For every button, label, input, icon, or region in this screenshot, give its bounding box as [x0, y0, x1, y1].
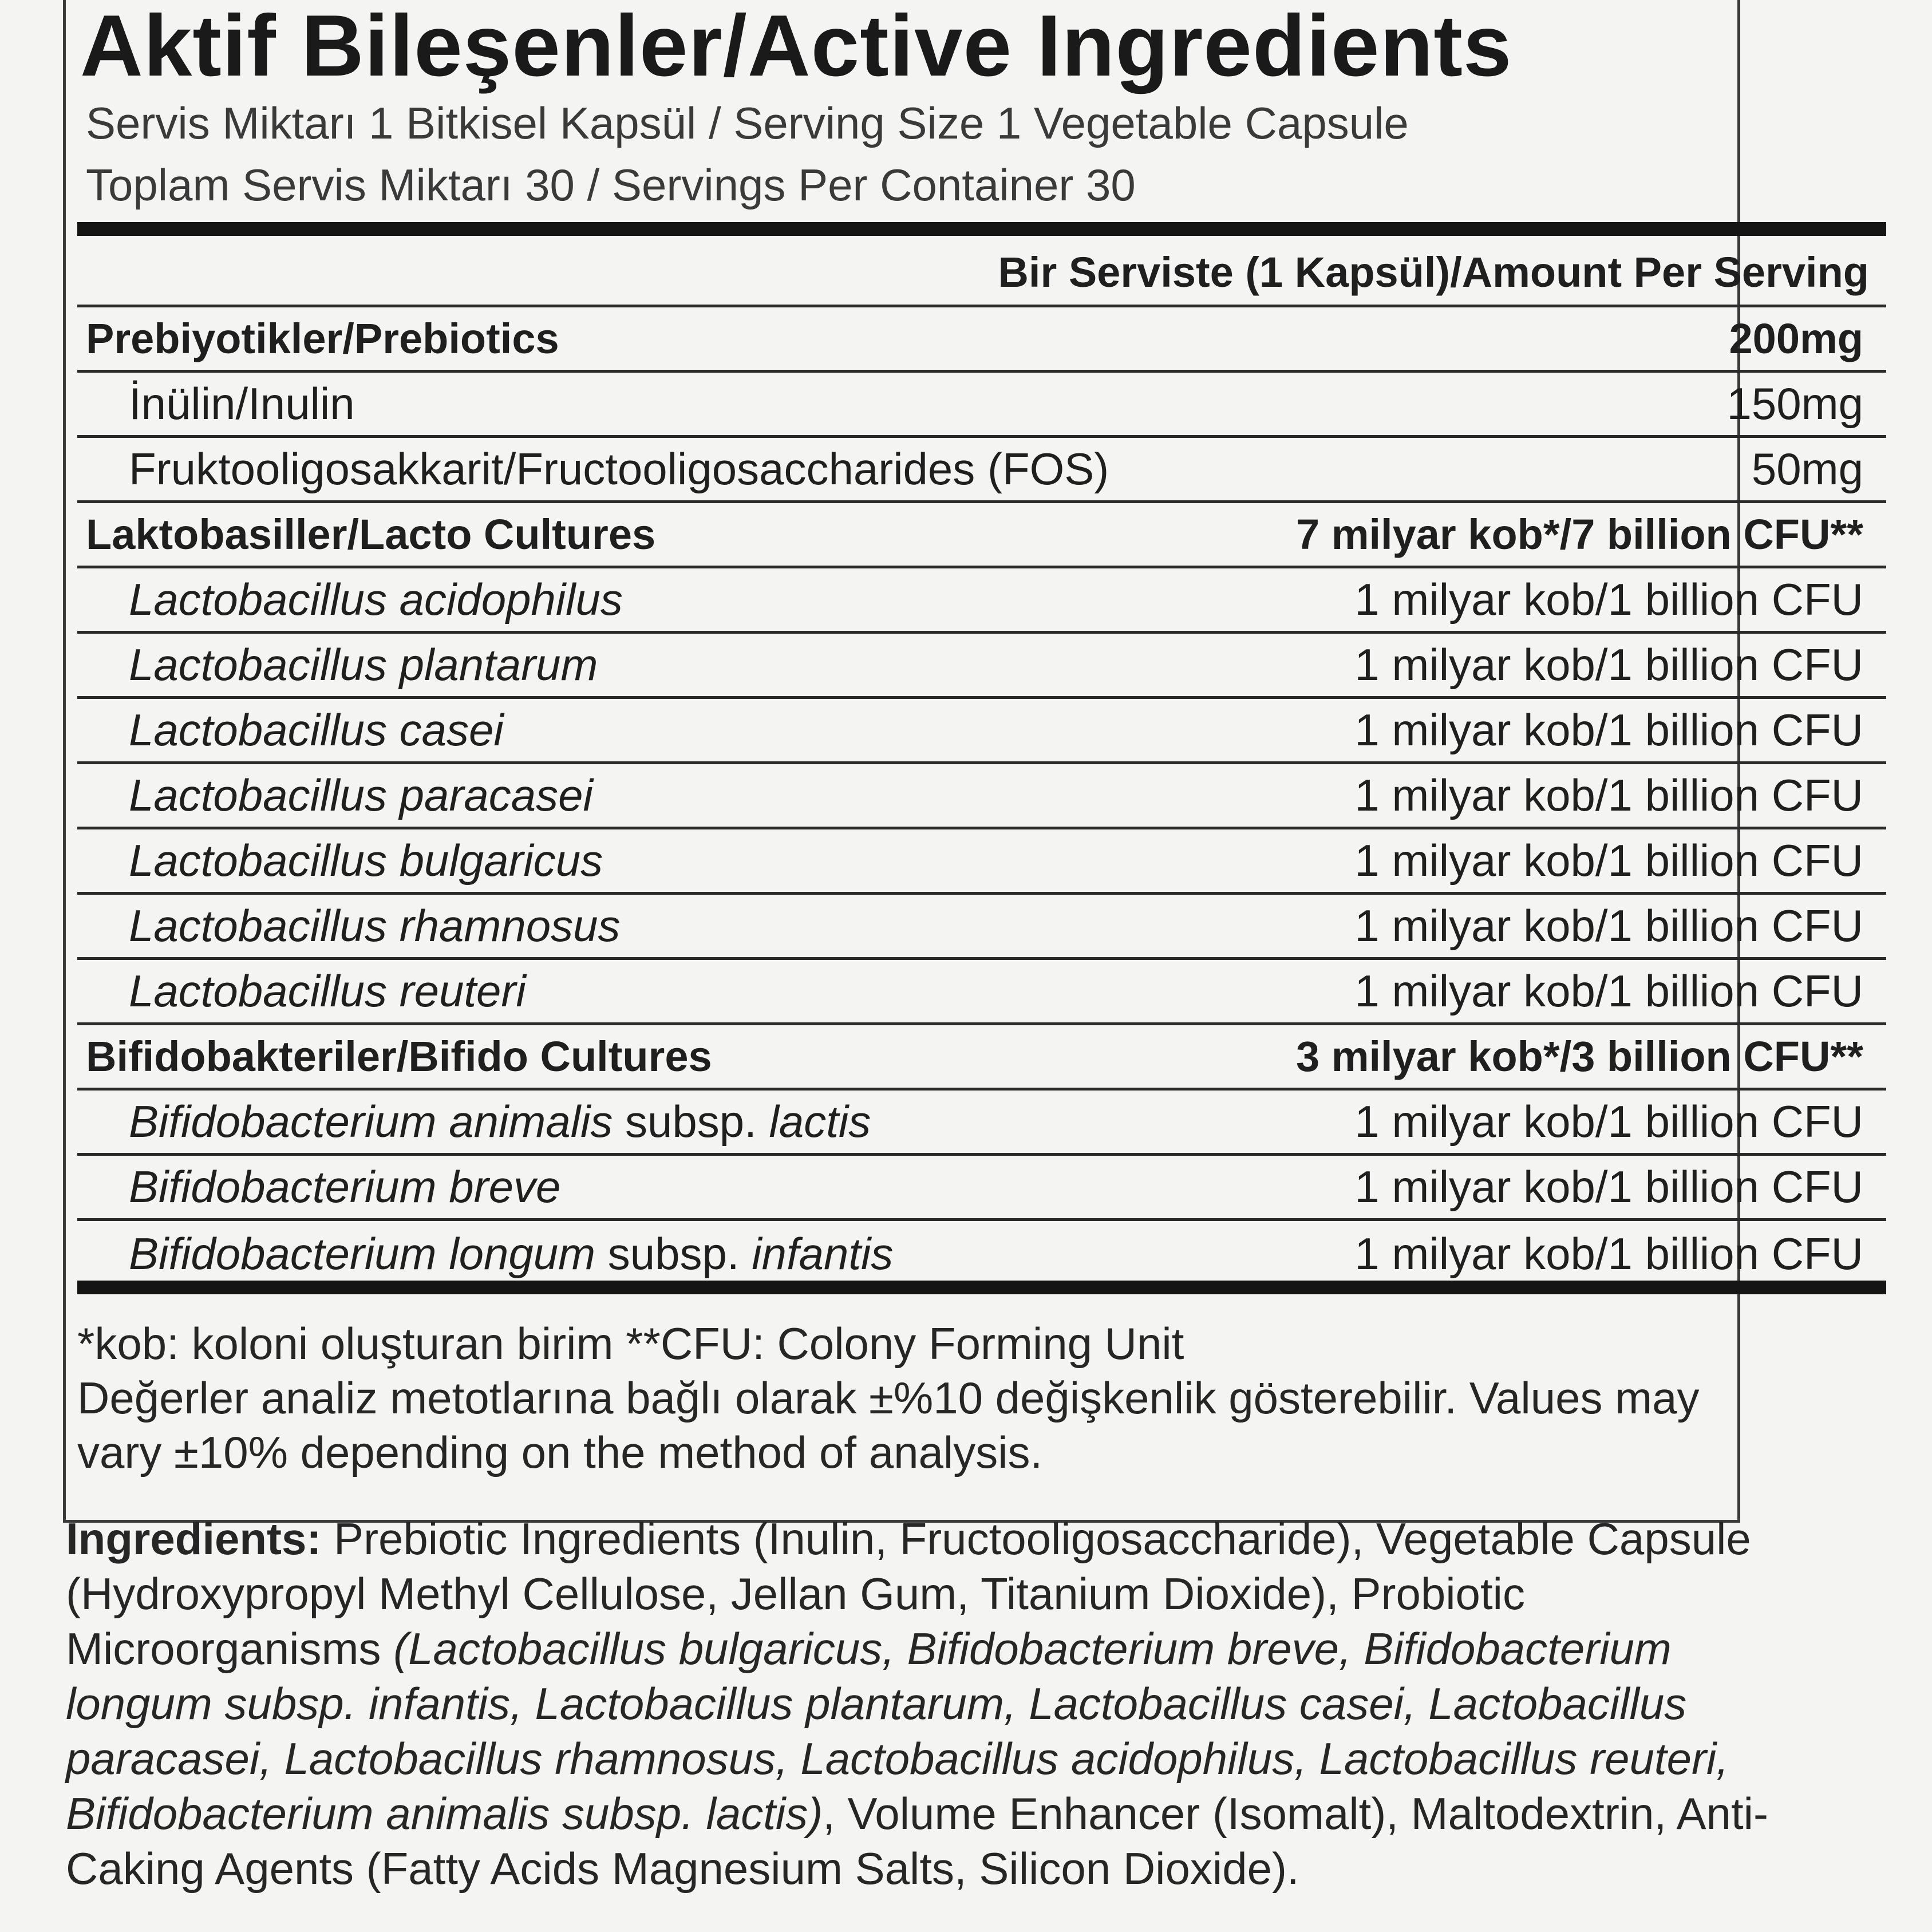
- strain-name: Lactobacillus rhamnosus: [129, 900, 621, 951]
- strain-amount: 1 milyar kob/1 billion CFU: [1354, 1096, 1863, 1147]
- strain-amount: 1 milyar kob/1 billion CFU: [1354, 966, 1863, 1016]
- strain-name: Lactobacillus acidophilus: [129, 574, 623, 625]
- strain-amount: 1 milyar kob/1 billion CFU: [1354, 639, 1863, 690]
- strain-variety: infantis: [752, 1228, 894, 1279]
- group-name: Bifidobakteriler/Bifido Cultures: [86, 1033, 712, 1080]
- footnote: [77, 1317, 1726, 1480]
- group-amount: 200mg: [1729, 315, 1863, 362]
- footnote-legend: *kob: koloni oluşturan birim **CFU: Colony Forming Unit: [77, 1318, 1184, 1369]
- group-name: Laktobasiller/Lacto Cultures: [86, 511, 656, 558]
- bottom-divider: [77, 1281, 1886, 1294]
- prebiotics-row: [77, 307, 1886, 373]
- strain-subsp: subsp.: [607, 1228, 740, 1279]
- top-divider: [77, 222, 1886, 236]
- table-row: [77, 1221, 1886, 1286]
- strain-name: Lactobacillus plantarum: [129, 639, 598, 690]
- strain-name: Bifidobacterium breve: [129, 1161, 561, 1212]
- ingredient-amount: 150mg: [1726, 378, 1863, 429]
- ingredient-name: İnülin/Inulin: [129, 378, 355, 429]
- table-row: [77, 829, 1886, 895]
- strain-amount: 1 milyar kob/1 billion CFU: [1354, 574, 1863, 625]
- group-amount: 3 milyar kob*/3 billion CFU**: [1295, 1033, 1863, 1080]
- table-row: [77, 895, 1886, 960]
- amount-per-serving-header: Bir Serviste (1 Kapsül)/Amount Per Serving: [77, 238, 1886, 307]
- table-row: [77, 764, 1886, 829]
- strain-amount: 1 milyar kob/1 billion CFU: [1354, 770, 1863, 820]
- strain-amount: 1 milyar kob/1 billion CFU: [1354, 900, 1863, 951]
- ingredient-name: Fruktooligosakkarit/Fructooligosaccharides (FOS): [129, 444, 1109, 494]
- table-row: [77, 1156, 1886, 1221]
- strain-name: Lactobacillus paracasei: [129, 770, 593, 820]
- table-row: [77, 699, 1886, 764]
- table-row: [77, 568, 1886, 634]
- bifido-cultures-row: [77, 1025, 1886, 1091]
- strain-name: Lactobacillus reuteri: [129, 966, 526, 1016]
- table-row: [77, 373, 1886, 438]
- table-row: [77, 634, 1886, 699]
- strain-genus: Bifidobacterium animalis: [129, 1096, 613, 1147]
- strain-amount: 1 milyar kob/1 billion CFU: [1354, 705, 1863, 755]
- ingredients-table: [77, 238, 1886, 1286]
- lacto-cultures-row: [77, 503, 1886, 568]
- strain-variety: lactis: [769, 1096, 871, 1147]
- group-amount: 7 milyar kob*/7 billion CFU**: [1295, 511, 1863, 558]
- group-name: Prebiyotikler/Prebiotics: [86, 315, 559, 362]
- strain-subsp: subsp.: [625, 1096, 757, 1147]
- ingredients-paragraph: [66, 1511, 1806, 1896]
- strain-name: Lactobacillus casei: [129, 705, 504, 755]
- page-title: Aktif Bileşenler/Active Ingredients: [80, 0, 1512, 94]
- ingredient-amount: 50mg: [1751, 444, 1863, 494]
- servings-per-container: Toplam Servis Miktarı 30 / Servings Per Container 30: [86, 160, 1136, 210]
- strain-amount: 1 milyar kob/1 billion CFU: [1354, 1161, 1863, 1212]
- strain-name: Lactobacillus bulgaricus: [129, 835, 603, 886]
- ingredients-text-part2: , Volume Enhancer (Isomalt), Maltodextrin, Anti-Caking Agents (Fatty Acids Magnesium Salts, Silicon Dioxide).: [66, 1788, 1768, 1894]
- table-row: [77, 1091, 1886, 1156]
- strain-amount: 1 milyar kob/1 billion CFU: [1354, 835, 1863, 886]
- serving-size: Servis Miktarı 1 Bitkisel Kapsül / Serving Size 1 Vegetable Capsule: [86, 98, 1409, 148]
- table-row: [77, 960, 1886, 1025]
- strain-amount: 1 milyar kob/1 billion CFU: [1354, 1228, 1863, 1279]
- ingredients-probiotics: (Lactobacillus bulgaricus, Bifidobacterium breve, Bifidobacterium longum subsp. infantis, Lactobacillus plantarum, Lactobacillus casei, Lactobacillus paracasei, Lactobacillus rhamnosus, Lactobacillus acidophilus, Lactobacillus reuteri, Bifidobacterium animalis subsp. lactis): [66, 1623, 1729, 1839]
- footnote-variance: Değerler analiz metotlarına bağlı olarak ±%10 değişkenlik gösterebilir. Values may vary ±10% depending on the method of analysis.: [77, 1373, 1700, 1477]
- table-row: [77, 438, 1886, 503]
- strain-genus: Bifidobacterium longum: [129, 1228, 596, 1279]
- ingredients-label: Ingredients:: [66, 1514, 322, 1564]
- strain-name: [77, 1228, 893, 1280]
- strain-name: [77, 1096, 871, 1148]
- ingredients-text-part1: Prebiotic Ingredients (Inulin, Fructooligosaccharide), Vegetable Capsule (Hydroxypropyl Methyl Cellulose, Jellan Gum, Titanium Dioxide), Probiotic Microorganisms: [66, 1514, 1751, 1674]
